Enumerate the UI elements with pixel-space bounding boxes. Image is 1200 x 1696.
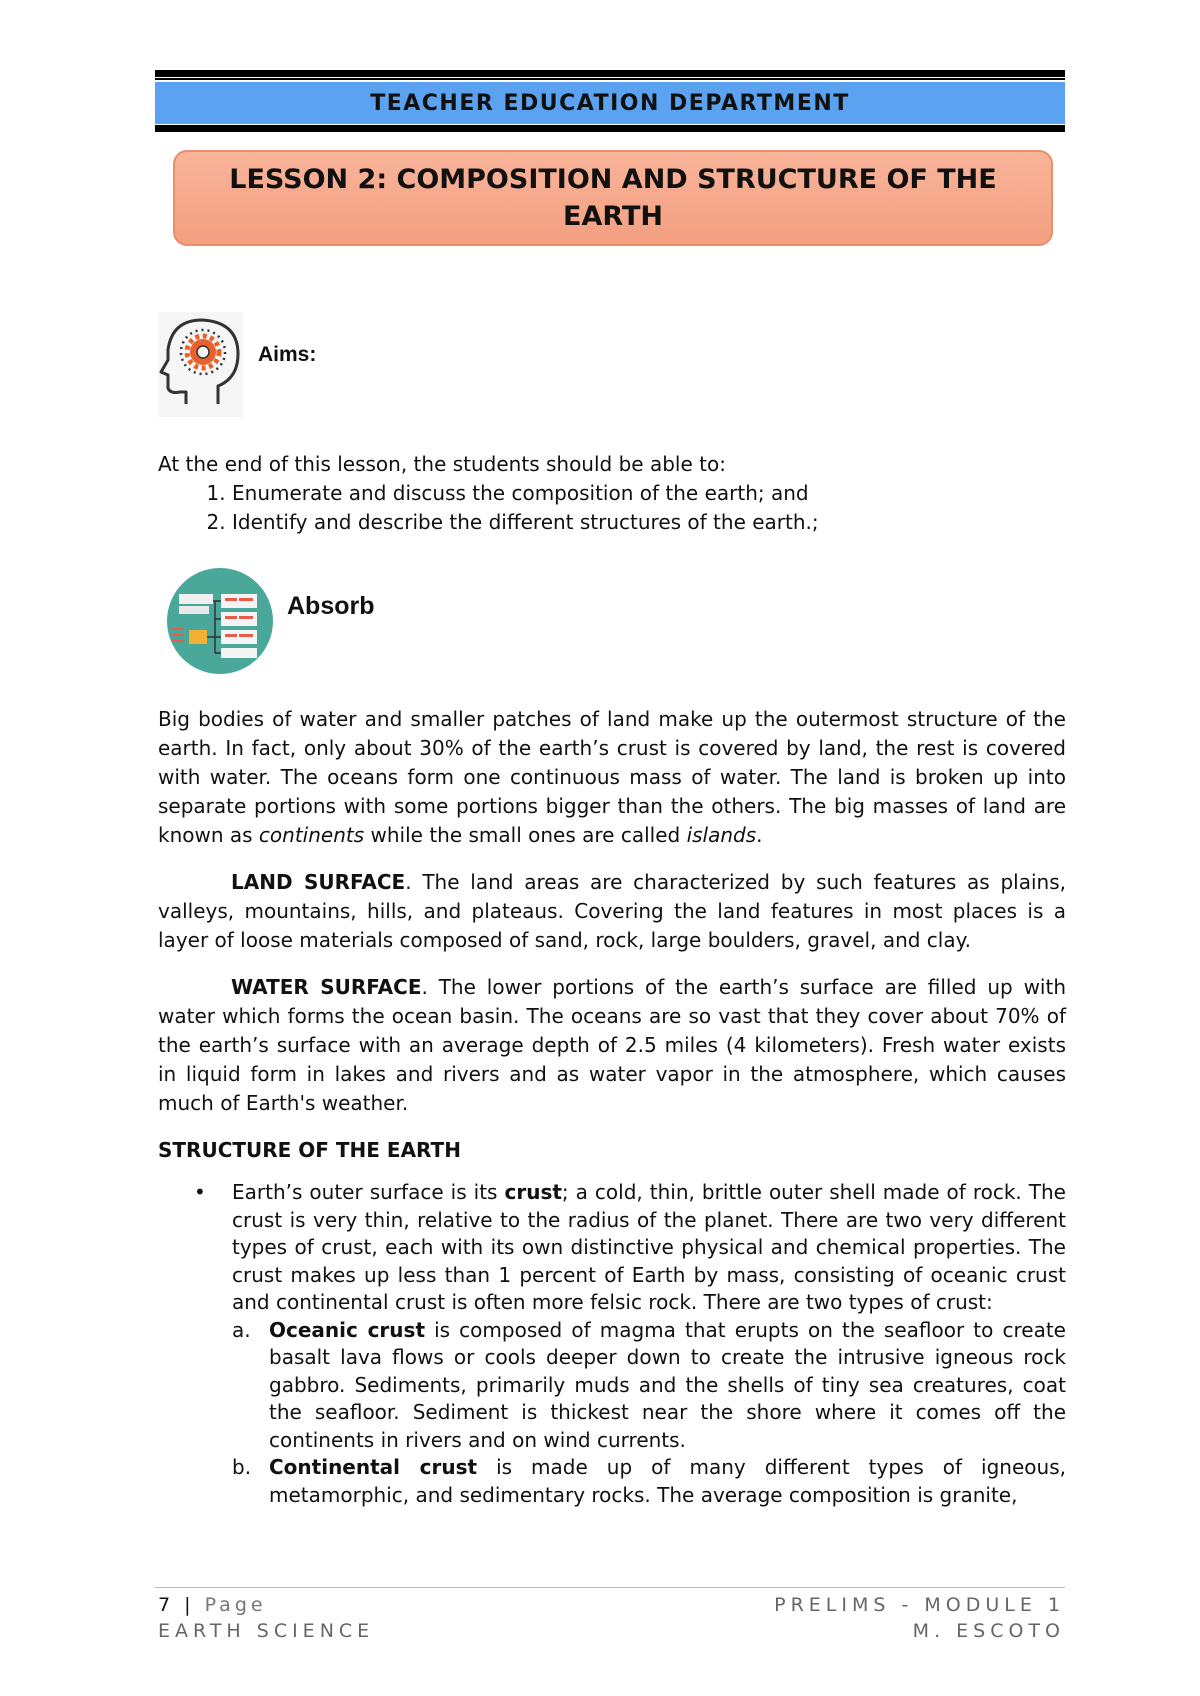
absorb-content bbox=[158, 705, 1066, 1509]
lesson-title: LESSON 2: COMPOSITION AND STRUCTURE OF THE EARTH bbox=[173, 150, 1053, 246]
header-rule-top bbox=[155, 70, 1065, 77]
page-number: 7 | Page bbox=[158, 1594, 267, 1616]
diagram-board-icon bbox=[167, 568, 273, 674]
head-gear-icon bbox=[158, 312, 243, 417]
aims-section bbox=[158, 450, 1068, 537]
footer-module: PRELIMS - MODULE 1 bbox=[774, 1594, 1065, 1616]
aims-list bbox=[158, 479, 1068, 537]
aims-heading: Aims: bbox=[258, 343, 317, 366]
footer-subject: EARTH SCIENCE bbox=[158, 1620, 375, 1642]
aims-item: 2. Identify and describe the different structures of the earth.; bbox=[232, 508, 1068, 537]
list-item: • Earth’s outer surface is its crust; a cold, thin, brittle outer shell made of rock. The crust is very thin, relative to the radius of the planet. There are two very different types of crust, each with its own distinctive physical and chemical properties. The crust makes up less than 1 percent of Earth by mass, consisting of oceanic crust and continental crust is often more felsic rock. There are two types of crust: a. Oceanic crust is composed of magma that erupts on the seafloor to create basalt lava flows or cools deeper down to create the intrusive igneous rock gabbro. Sediments, primarily muds and the shells of tiny sea creatures, coat the seafloor. Sediment is thickest near the shore where it comes off the continents in rivers and on wind currents. b. Continental crust is made up of many different types of igneous, metamorphic, and sedimentary rocks. The average composition is granite, bbox=[232, 1179, 1066, 1509]
intro-paragraph: Big bodies of water and smaller patches of land make up the outermost structure of the earth. In fact, only about 30% of the earth’s crust is covered by land, the rest is covered with water. The oceans form one continuous mass of water. The land is broken up into separate portions with some portions bigger than the others. The big masses of land are known as continents while the small ones are called islands. bbox=[158, 707, 1066, 847]
aims-intro: At the end of this lesson, the students should be able to: bbox=[158, 452, 726, 476]
structure-heading: STRUCTURE OF THE EARTH bbox=[158, 1138, 461, 1162]
header-rule-bottom bbox=[155, 125, 1065, 132]
footer-author: M. ESCOTO bbox=[912, 1620, 1065, 1642]
structure-list bbox=[158, 1179, 1066, 1509]
department-header: TEACHER EDUCATION DEPARTMENT bbox=[155, 82, 1065, 124]
crust-types-list bbox=[232, 1317, 1066, 1510]
absorb-heading: Absorb bbox=[287, 592, 375, 620]
land-surface-paragraph: LAND SURFACE. The land areas are characterized by such features as plains, valleys, mountains, hills, and plateaus. Covering the land features in most places is a layer of loose materials composed of sand, rock, large boulders, gravel, and clay. bbox=[158, 870, 1066, 952]
list-item: a. Oceanic crust is composed of magma that erupts on the seafloor to create basalt lava flows or cools deeper down to create the intrusive igneous rock gabbro. Sediments, primarily muds and the shells of tiny sea creatures, coat the seafloor. Sediment is thickest near the shore where it comes off the continents in rivers and on wind currents. bbox=[232, 1317, 1066, 1452]
water-surface-term: WATER SURFACE bbox=[231, 975, 422, 999]
header-rule-top-thin bbox=[155, 78, 1065, 80]
water-surface-paragraph: WATER SURFACE. The lower portions of the earth’s surface are filled up with water which forms the ocean basin. The oceans are so vast that they cover about 70% of the earth’s surface with an average depth of 2.5 miles (4 kilometers). Fresh water exists in liquid form in lakes and rivers and as water vapor in the atmosphere, which causes much of Earth's weather. bbox=[158, 975, 1066, 1115]
footer-rule bbox=[155, 1587, 1065, 1588]
list-item: b. Continental crust is made up of many different types of igneous, metamorphic, and sedimentary rocks. The average composition is granite, bbox=[232, 1455, 1066, 1507]
land-surface-term: LAND SURFACE bbox=[231, 870, 406, 894]
aims-item: 1. Enumerate and discuss the composition of the earth; and bbox=[232, 479, 1068, 508]
